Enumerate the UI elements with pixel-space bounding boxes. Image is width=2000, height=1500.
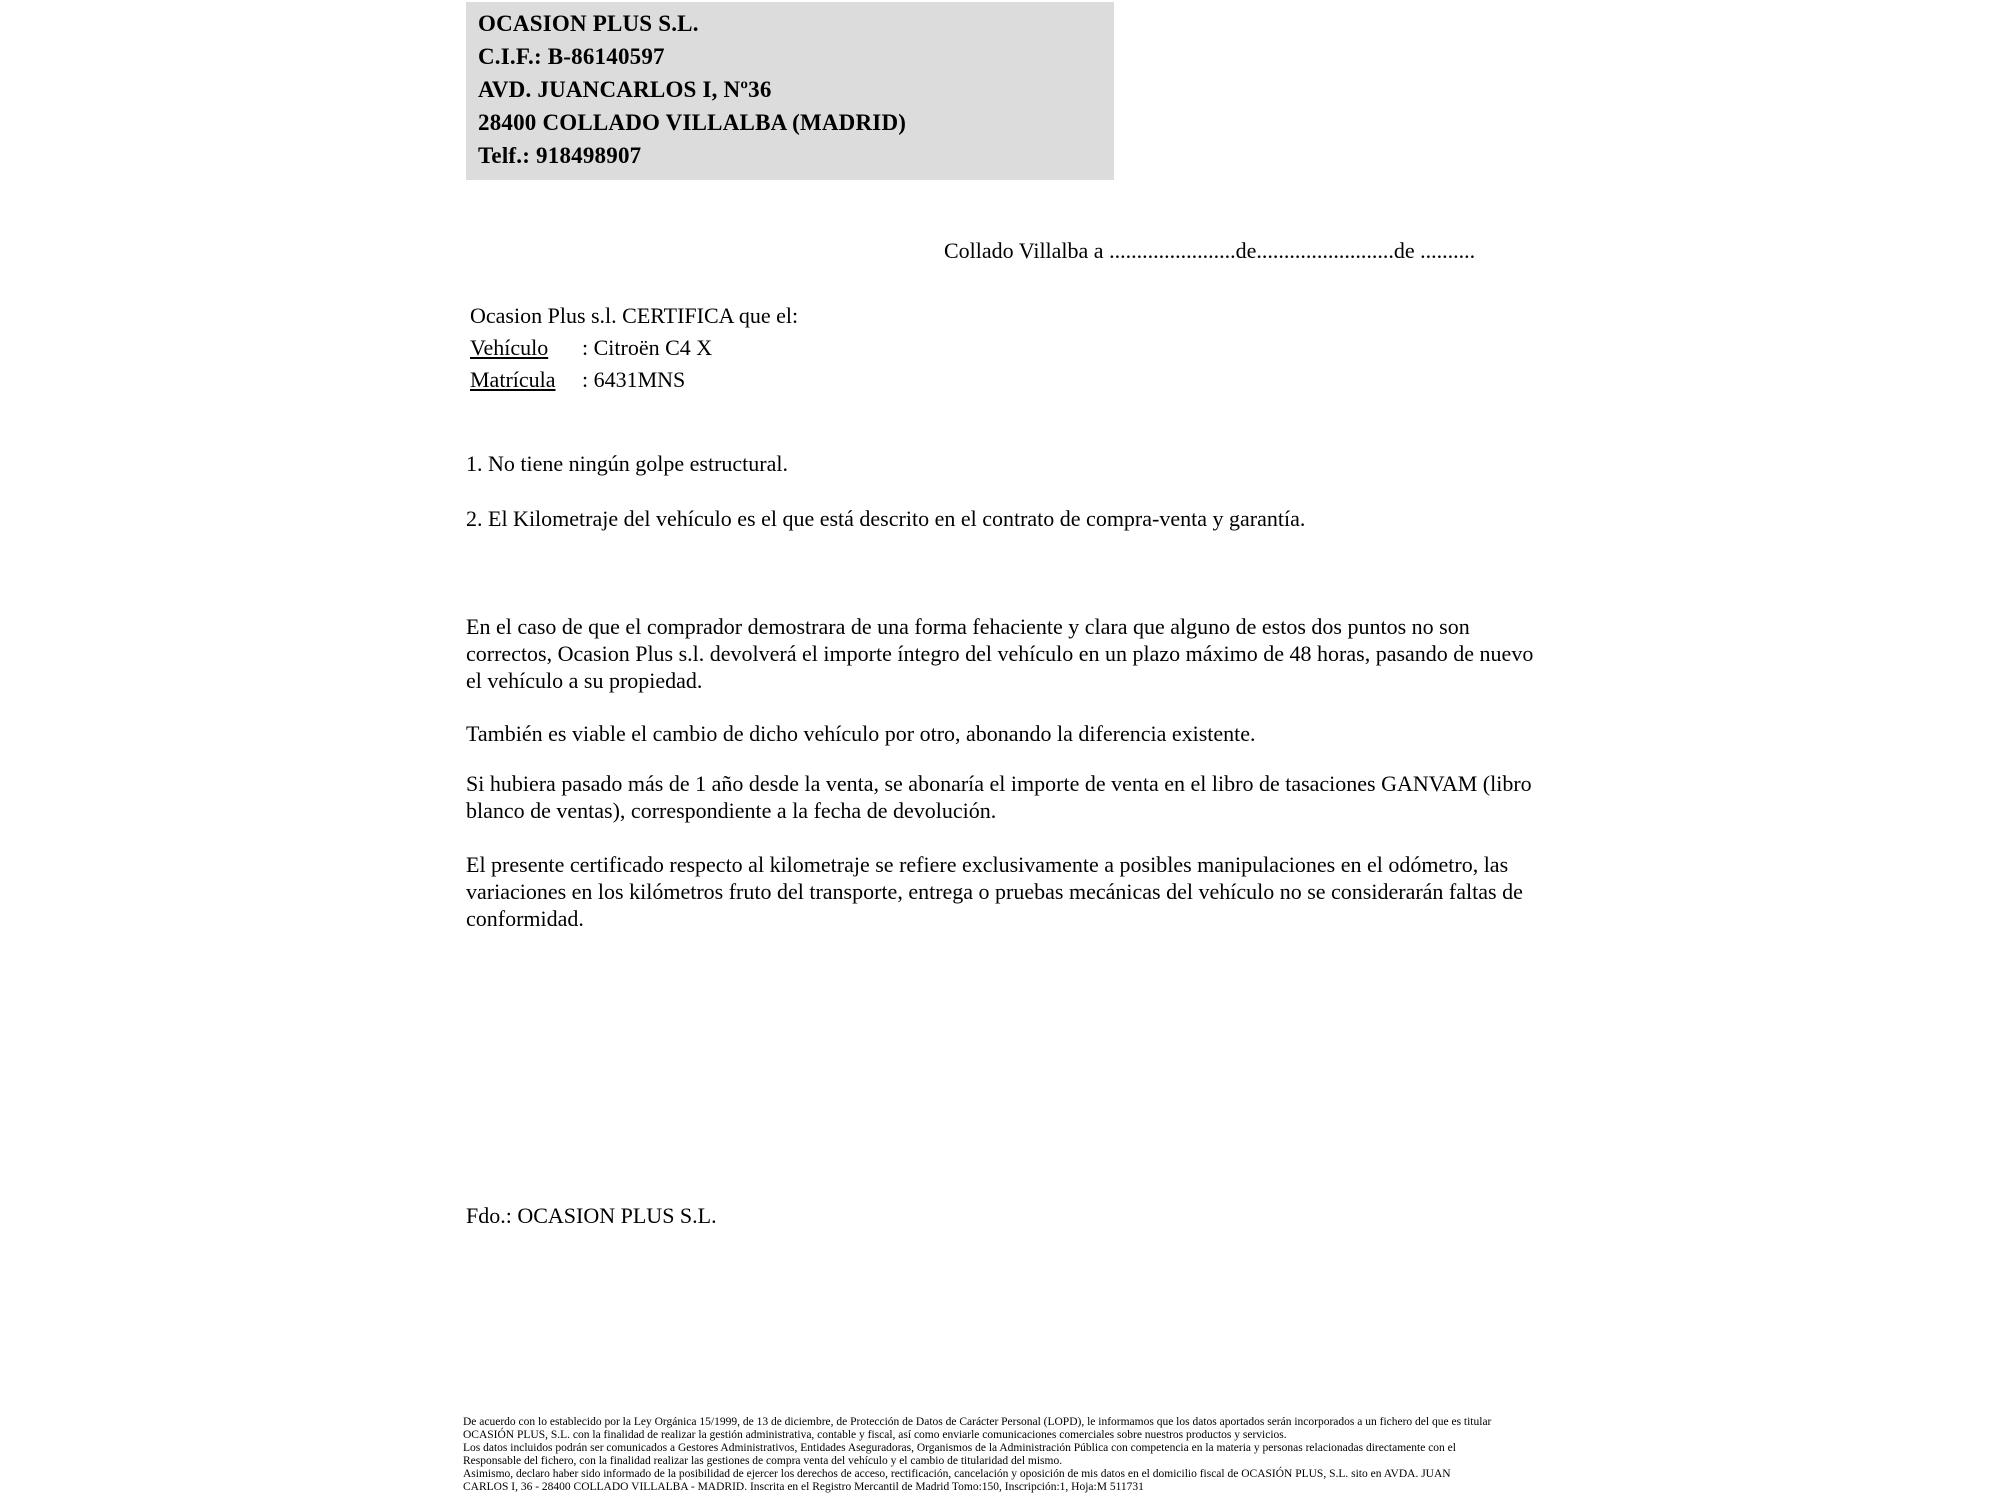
paragraph-refund-policy: En el caso de que el comprador demostrara de una forma fehaciente y clara que alguno de estos dos puntos no son correctos, Ocasion Plus s.l. devolverá el importe íntegro del vehículo en un plazo máximo de 48 horas, pasando de nuevo el vehículo a su propiedad. bbox=[466, 614, 1534, 693]
certified-point-2: 2. El Kilometraje del vehículo es el que está descrito en el contrato de compra-venta y garantía. bbox=[466, 506, 1306, 531]
legal-line: OCASIÓN PLUS, S.L. con la finalidad de realizar la gestión administrativa, contable y fiscal, así como enviarle comunicaciones comerciales sobre nuestros productos y servicios. bbox=[463, 1428, 1287, 1441]
legal-line: Asimismo, declaro haber sido informado de la posibilidad de ejercer los derechos de acceso, rectificación, cancelación y oposición de mis datos en el domicilio fiscal de OCASIÓN PLUS, S.L. sito en AVDA. JUAN bbox=[463, 1467, 1451, 1480]
vehicle-field bbox=[470, 332, 798, 364]
plate-field bbox=[470, 364, 798, 396]
legal-line: CARLOS I, 36 - 28400 COLLADO VILLALBA - MADRID. Inscrita en el Registro Mercantil de Madrid Tomo:150, Inscripción:1, Hoja:M 511731 bbox=[463, 1480, 1144, 1493]
legal-line: Los datos incluidos podrán ser comunicados a Gestores Administrativos, Entidades Aseguradoras, Organismos de la Administración Pública con competencia en la materia y personas relacionadas directamente con el bbox=[463, 1441, 1456, 1454]
signature-line: Fdo.: OCASION PLUS S.L. bbox=[466, 1203, 717, 1228]
paragraph-ganvam-valuation: Si hubiera pasado más de 1 año desde la venta, se abonaría el importe de venta en el libro de tasaciones GANVAM (libro blanco de ventas), correspondiente a la fecha de devolución. bbox=[466, 771, 1532, 823]
company-address: AVD. JUANCARLOS I, Nº36 bbox=[478, 77, 772, 102]
plate-label: Matrícula bbox=[470, 367, 556, 392]
legal-line: Responsable del fichero, con la finalidad realizar las gestiones de compra venta del vehículo y el cambio de titularidad del mismo. bbox=[463, 1454, 1063, 1467]
legal-line: De acuerdo con lo establecido por la Ley Orgánica 15/1999, de 13 de diciembre, de Protección de Datos de Carácter Personal (LOPD), le informamos que los datos aportados serán incorporados a un fichero del que es titular bbox=[463, 1416, 1492, 1428]
certification-block bbox=[470, 300, 798, 396]
legal-fineprint bbox=[463, 1416, 1491, 1493]
company-city: 28400 COLLADO VILLALBA (MADRID) bbox=[478, 110, 907, 135]
paragraph-odometer-disclaimer: El presente certificado respecto al kilometraje se refiere exclusivamente a posibles manipulaciones en el odómetro, las variaciones en los kilómetros fruto del transporte, entrega o pruebas mecánicas del vehículo no se considerarán faltas de conformidad. bbox=[466, 852, 1523, 931]
certify-intro: Ocasion Plus s.l. CERTIFICA que el: bbox=[470, 303, 799, 328]
company-name: OCASION PLUS S.L. bbox=[478, 11, 699, 36]
company-phone: Telf.: 918498907 bbox=[478, 143, 642, 168]
vehicle-value: : Citroën C4 X bbox=[582, 335, 713, 360]
paragraph-exchange-option: También es viable el cambio de dicho vehículo por otro, abonando la diferencia existente. bbox=[466, 721, 1256, 746]
date-line: Collado Villalba a .......................de.........................de .......... bbox=[944, 238, 1476, 263]
vehicle-label: Vehículo bbox=[470, 335, 549, 360]
certified-point-1: 1. No tiene ningún golpe estructural. bbox=[466, 451, 788, 476]
company-header-box bbox=[466, 2, 1114, 180]
company-cif: C.I.F.: B-86140597 bbox=[478, 44, 665, 69]
plate-value: : 6431MNS bbox=[582, 367, 686, 392]
